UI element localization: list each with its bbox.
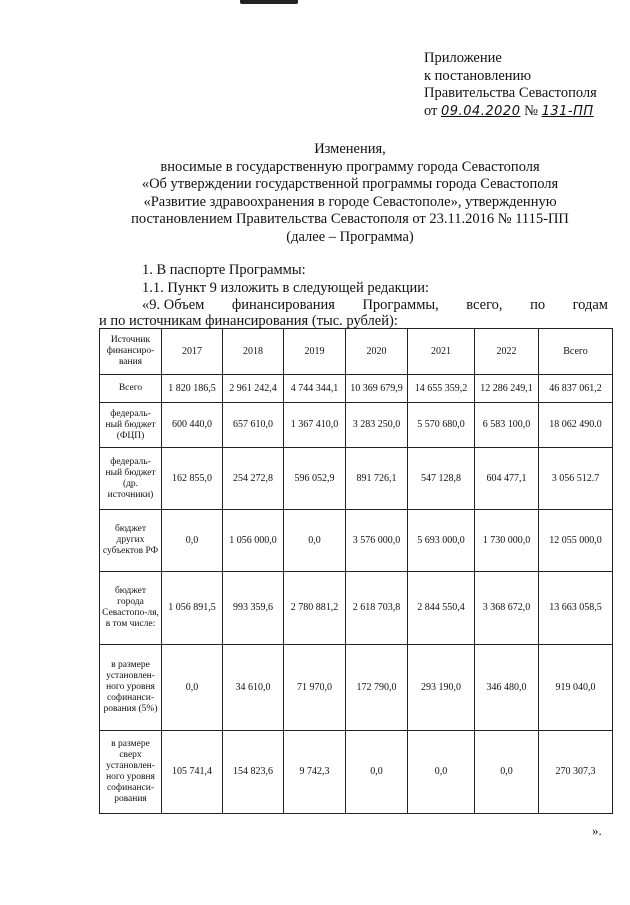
section-heading: 1. В паспорте Программы: — [142, 262, 306, 278]
header-cell: 2018 — [223, 329, 284, 375]
quote-word: годам — [572, 297, 608, 313]
table-cell: 12 286 249,1 — [475, 375, 539, 403]
table-cell: 3 368 672,0 — [475, 572, 539, 645]
table-cell: 34 610,0 — [223, 645, 284, 731]
header-cell: Источник финансиро-вания — [100, 329, 162, 375]
row-source-cell: Всего — [100, 375, 162, 403]
appendix-number-sign: № — [524, 102, 538, 119]
title-line-2: вносимые в государственную программу города Севастополя — [160, 158, 540, 175]
appendix-date-line — [424, 103, 624, 121]
row-source-cell: федераль-ный бюджет (ФЦП) — [100, 403, 162, 448]
table-cell: 0,0 — [475, 731, 539, 814]
quote-word: по — [530, 297, 546, 313]
table-row — [100, 572, 613, 645]
table-cell: 105 741,4 — [162, 731, 223, 814]
title-line-6: (далее – Программа) — [286, 228, 414, 245]
table-cell: 1 820 186,5 — [162, 375, 223, 403]
table-row — [100, 645, 613, 731]
table-row — [100, 403, 613, 448]
document-title — [90, 141, 610, 246]
title-line-5: постановлением Правительства Севастополя от 23.11.2016 № 1115-ПП — [131, 211, 569, 227]
table-cell: 154 823,6 — [223, 731, 284, 814]
table-cell: 2 618 703,8 — [346, 572, 408, 645]
row-source-cell: бюджет города Севастопо-ля, в том числе: — [100, 572, 162, 645]
header-cell: 2022 — [475, 329, 539, 375]
table-cell: 0,0 — [346, 731, 408, 814]
appendix-number: 131-ПП — [541, 103, 594, 119]
appendix-from-word: от — [424, 102, 438, 119]
table-cell: 6 583 100,0 — [475, 403, 539, 448]
financing-table — [99, 328, 613, 814]
quote-line-1 — [142, 297, 608, 314]
table-cell: 596 052,9 — [284, 448, 346, 510]
table-cell: 270 307,3 — [539, 731, 613, 814]
row-source-cell: бюджет других субъектов РФ — [100, 510, 162, 572]
title-line-3: «Об утверждении государственной программы города Севастополя — [141, 176, 559, 192]
table-cell: 12 055 000,0 — [539, 510, 613, 572]
row-source-cell: в размере установлен-ного уровня софинанси-рования (5%) — [100, 645, 162, 731]
table-cell: 162 855,0 — [162, 448, 223, 510]
quote-line-2: и по источникам финансирования (тыс. рублей): — [99, 313, 398, 329]
table-cell: 0,0 — [408, 731, 475, 814]
table-cell: 3 056 512.7 — [539, 448, 613, 510]
table-cell: 1 056 891,5 — [162, 572, 223, 645]
header-cell: 2021 — [408, 329, 475, 375]
header-cell: 2017 — [162, 329, 223, 375]
appendix-block — [424, 50, 624, 120]
table-cell: 919 040,0 — [539, 645, 613, 731]
table-cell: 9 742,3 — [284, 731, 346, 814]
table-cell: 2 961 242,4 — [223, 375, 284, 403]
title-line-1: Изменения, — [314, 141, 386, 157]
table-cell: 346 480,0 — [475, 645, 539, 731]
table-cell: 71 970,0 — [284, 645, 346, 731]
closing-quote: ». — [592, 823, 602, 838]
title-line-4: «Развитие здравоохранения в городе Севастополе», утвержденную — [143, 193, 557, 210]
table-cell: 600 440,0 — [162, 403, 223, 448]
row-source-cell: федераль-ный бюджет (др. источники) — [100, 448, 162, 510]
table-cell: 5 570 680,0 — [408, 403, 475, 448]
point-heading: 1.1. Пункт 9 изложить в следующей редакции: — [142, 280, 430, 296]
table-cell: 172 790,0 — [346, 645, 408, 731]
table-cell: 891 726,1 — [346, 448, 408, 510]
table-cell: 14 655 359,2 — [408, 375, 475, 403]
table-cell: 0,0 — [162, 645, 223, 731]
quote-word: финансирования — [231, 297, 335, 313]
row-source-cell: в размере сверх установлен-ного уровня софинанси-рования — [100, 731, 162, 814]
table-cell: 1 730 000,0 — [475, 510, 539, 572]
table-cell: 0,0 — [284, 510, 346, 572]
table-cell: 1 367 410,0 — [284, 403, 346, 448]
table-cell: 4 744 344,1 — [284, 375, 346, 403]
table-cell: 0,0 — [162, 510, 223, 572]
table-cell: 2 844 550,4 — [408, 572, 475, 645]
quote-word: Программы, — [362, 297, 439, 313]
header-cell: Всего — [539, 329, 613, 375]
quote-word: «9. Объем — [142, 297, 205, 313]
table-cell: 5 693 000,0 — [408, 510, 475, 572]
table-cell: 657 610,0 — [223, 403, 284, 448]
table-row — [100, 375, 613, 403]
table-cell: 547 128,8 — [408, 448, 475, 510]
table-cell: 293 190,0 — [408, 645, 475, 731]
table-cell: 993 359,6 — [223, 572, 284, 645]
table-cell: 46 837 061,2 — [539, 375, 613, 403]
page-top-mark — [240, 0, 298, 4]
appendix-line-1: Приложение — [424, 50, 502, 66]
appendix-line-2: к постановлению — [424, 67, 532, 84]
table-header-row — [100, 329, 613, 375]
table-cell: 1 056 000,0 — [223, 510, 284, 572]
table-cell: 3 283 250,0 — [346, 403, 408, 448]
table-cell: 13 663 058,5 — [539, 572, 613, 645]
appendix-date: 09.04.2020 — [441, 103, 521, 119]
table-row — [100, 448, 613, 510]
appendix-line-3: Правительства Севастополя — [424, 85, 597, 101]
table-cell: 254 272,8 — [223, 448, 284, 510]
header-cell: 2020 — [346, 329, 408, 375]
table-row — [100, 731, 613, 814]
table-cell: 10 369 679,9 — [346, 375, 408, 403]
header-cell: 2019 — [284, 329, 346, 375]
table-row — [100, 510, 613, 572]
table-cell: 2 780 881,2 — [284, 572, 346, 645]
table-cell: 3 576 000,0 — [346, 510, 408, 572]
quote-word: всего, — [466, 297, 503, 313]
table-cell: 18 062 490.0 — [539, 403, 613, 448]
table-cell: 604 477,1 — [475, 448, 539, 510]
